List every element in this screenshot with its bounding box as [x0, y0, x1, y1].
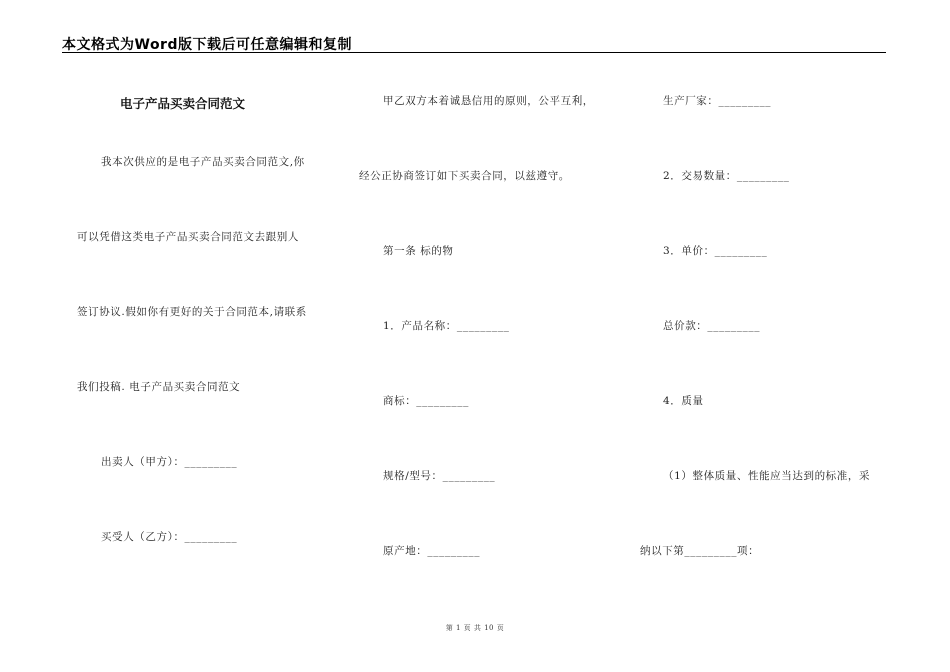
article-one-heading: 第一条 标的物 — [383, 245, 454, 257]
col2-line-2: 经公正协商签订如下买卖合同，以兹遵守。 — [359, 170, 570, 182]
product-name-field: 1．产品名称：_________ — [383, 320, 510, 332]
quality-heading: 4．质量 — [663, 395, 704, 407]
trademark-field: 商标：_________ — [383, 395, 469, 407]
col1-line-1: 我本次供应的是电子产品买卖合同范文,你 — [101, 156, 305, 168]
quantity-field: 2．交易数量：_________ — [663, 170, 790, 182]
col2-line-1: 甲乙双方本着诚恳信用的原则，公平互利， — [383, 95, 594, 107]
col1-line-4: 我们投稿. 电子产品买卖合同范文 — [77, 381, 241, 393]
model-field: 规格/型号：_________ — [383, 470, 496, 482]
quality-clause-line-2: 纳以下第_________项： — [640, 545, 760, 557]
seller-field: 出卖人（甲方）：_________ — [101, 456, 238, 468]
col1-line-2: 可以凭借这类电子产品买卖合同范文去跟别人 — [77, 231, 299, 243]
col1-line-3: 签订协议.假如你有更好的关于合同范本,请联系 — [77, 306, 307, 318]
manufacturer-field: 生产厂家：_________ — [663, 95, 772, 107]
buyer-field: 买受人（乙方）：_________ — [101, 531, 238, 543]
page-footer: 第 1 页 共 10 页 — [445, 624, 505, 632]
document-title: 电子产品买卖合同范文 — [120, 96, 246, 111]
origin-field: 原产地：_________ — [383, 545, 481, 557]
header-divider — [62, 52, 886, 53]
total-price-field: 总价款：_________ — [663, 320, 761, 332]
header-title: 本文格式为Word版下载后可任意编辑和复制 — [62, 37, 352, 53]
quality-clause-line-1: （1）整体质量、性能应当达到的标准，采 — [663, 470, 871, 482]
unit-price-field: 3．单价：_________ — [663, 245, 768, 257]
